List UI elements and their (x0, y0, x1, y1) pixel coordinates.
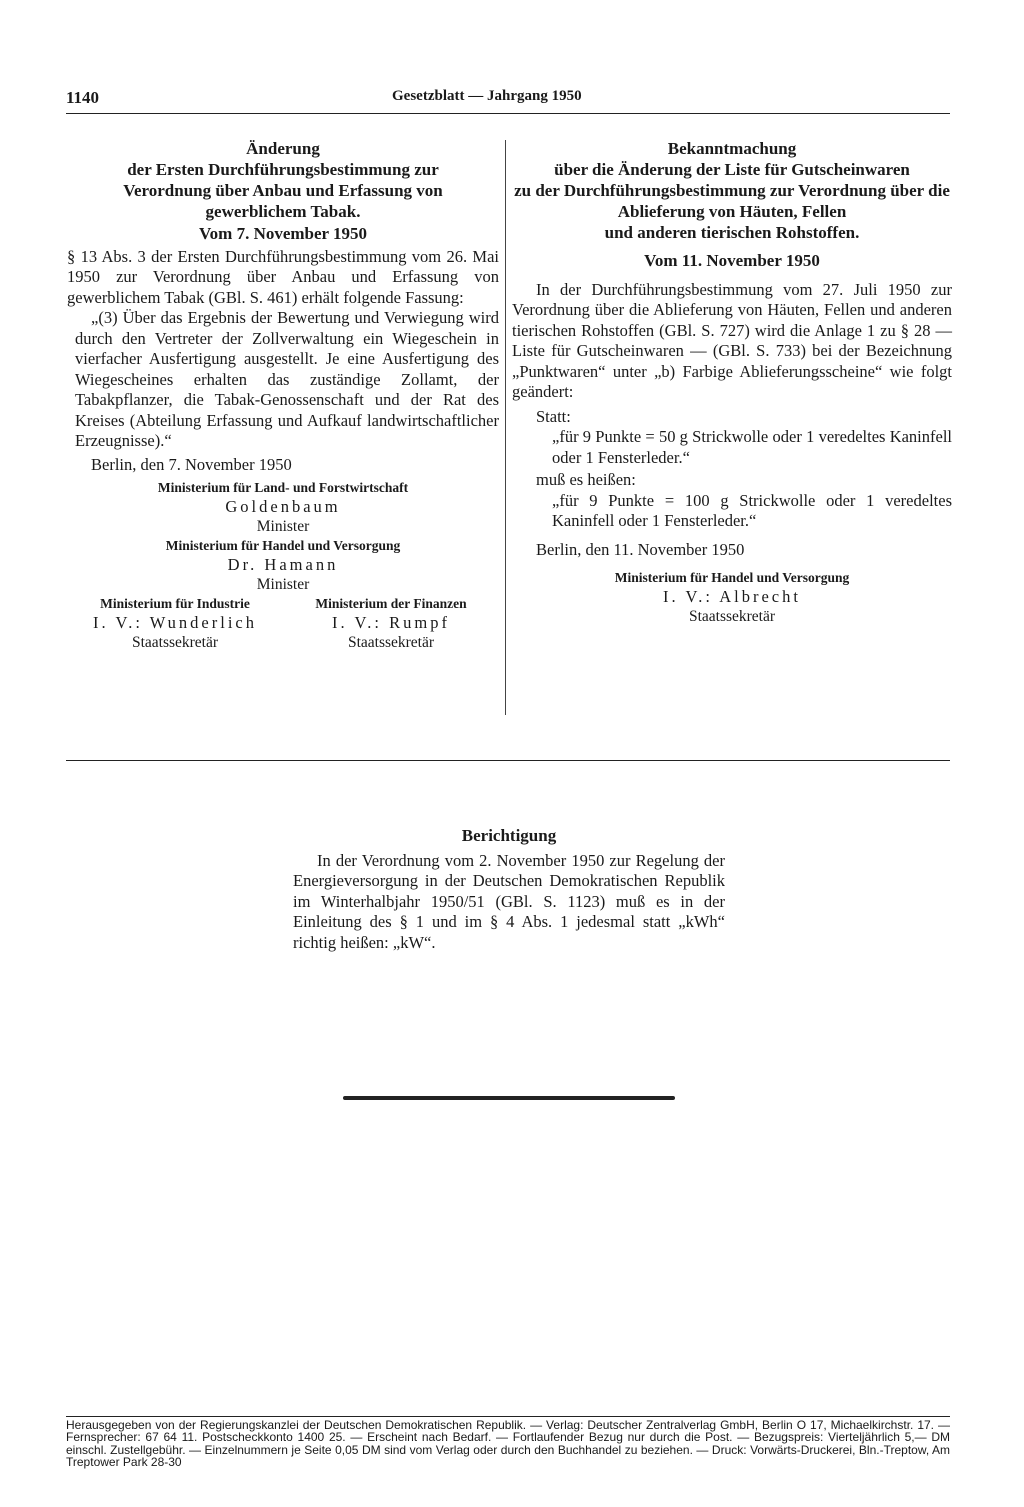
sig2-role: Minister (256, 576, 310, 593)
right-sig-ministry: Ministerium für Handel und Versorgung (614, 570, 850, 585)
correction-notice (293, 826, 725, 953)
left-quote: „(3) Über das Ergebnis der Bewertung und Verwiegung wird durch den Vertreter der Zollverwaltung ein Wiegeschein in vierfacher Ausfertigung ausgestellt. Je eine Ausfertigung des Wiegescheines erhalten das zuständige Zollamt, der Tabakpflanzer, die Tabak-Genossenschaft und der Rat des Kreises (Abteilung Erfassung und Aufkauf landwirtschaftlicher Erzeugnisse).“ (75, 308, 499, 450)
muss-text: „für 9 Punkte = 100 g Strickwolle oder 1 veredeltes Kaninfell oder 1 Fensterleder.“ (552, 490, 952, 530)
right-place-date: Berlin, den 11. November 1950 (536, 539, 745, 559)
left-intro: § 13 Abs. 3 der Ersten Durchführungsbestimmung vom 26. Mai 1950 zur Verordnung über Anbau und Erfassung von gewerblichem Tabak (GBl. S. 461) erhält folgende Fassung: (67, 246, 499, 307)
right-date: Vom 11. November 1950 (644, 251, 820, 270)
left-title-line: Verordnung über Anbau und Erfassung von (123, 181, 443, 200)
right-title-line: und anderen tierischen Rohstoffen. (604, 223, 860, 242)
sig3-ministry: Ministerium für Industrie (100, 596, 250, 611)
sig1-role: Minister (256, 518, 310, 535)
left-title (67, 138, 499, 222)
sig1-ministry: Ministerium für Land- und Forstwirtschaft (157, 480, 409, 495)
right-title-line: zu der Durchführungsbestimmung zur Verordnung über die Ablieferung von Häuten, Fellen (514, 181, 950, 221)
sig3-role: Staatssekretär (131, 634, 219, 651)
statt-text: „für 9 Punkte = 50 g Strickwolle oder 1 veredeltes Kaninfell oder 1 Fensterleder.“ (552, 427, 952, 467)
column-divider (505, 140, 506, 715)
sig4-block (283, 594, 499, 652)
page-number: 1140 (66, 88, 100, 107)
sig4-ministry: Ministerium der Finanzen (315, 596, 467, 611)
right-intro: In der Durchführungsbestimmung vom 27. Juli 1950 zur Verordnung über die Ablieferung von Häuten, Fellen und anderen tierischen Rohstoffen (GBl. S. 727) wird die Anlage 1 zu § 28 — Liste für Gutscheinwaren — (GBl. S. 733) bei der Bezeichnung „Punktwaren“ unter „b) Farbige Ablieferungsscheine“ wie folgt geändert: (512, 279, 952, 401)
right-title-line: über die Änderung der Liste für Gutscheinwaren (554, 160, 910, 179)
left-date: Vom 7. November 1950 (198, 224, 368, 243)
sig2-ministry: Ministerium für Handel und Versorgung (165, 538, 401, 553)
section-rule (66, 760, 950, 761)
statt-label: Statt: (536, 406, 571, 426)
sig2-name: Dr. Hamann (227, 555, 339, 574)
footer-rule (66, 1416, 950, 1417)
sig4-role: Staatssekretär (347, 634, 435, 651)
imprint: Herausgegeben von der Regierungskanzlei der Deutschen Demokratischen Republik. — Verlag: Deutscher Zentralverlag GmbH, Berlin O 17, Michaelkirchstr. 17. — Fernsprecher: 67 64 11. Postscheckkonto 1400 25. — Erscheint nach Bedarf. — Fortlaufender Bezug nur durch die Post. — Bezugspreis: Vierteljährlich 5,— DM einschl. Zustellgebühr. — Einzelnummern je Seite 0,05 DM sind vom Verlag oder durch den Buchhandel zu beziehen. — Druck: Vorwärts-Druckerei, Bln.-Treptow, Am Treptower Park 28-30 (66, 1418, 950, 1470)
sig3-block (67, 594, 283, 652)
header-rule (66, 113, 950, 114)
sig3-name: I. V.: Wunderlich (93, 613, 257, 632)
running-header: Gesetzblatt — Jahrgang 1950 (392, 88, 582, 104)
correction-text: In der Verordnung vom 2. November 1950 zur Regelung der Energieversorgung in der Deutschen Demokratischen Republik im Winterhalbjahr 1950/51 (GBl. S. 1123) muß es in der Einleitung des § 1 und im § 4 Abs. 1 jedesmal statt „kWh“ richtig heißen: „kW“. (293, 850, 725, 952)
sig-pair (67, 594, 499, 652)
right-sig-role: Staatssekretär (688, 608, 776, 625)
left-column (67, 138, 499, 652)
right-title-line: Bekanntmachung (667, 139, 797, 158)
sig1-name: Goldenbaum (225, 497, 341, 516)
correction-title: Berichtigung (461, 826, 557, 845)
left-title-line: gewerblichem Tabak. (205, 202, 361, 221)
end-rule (343, 1096, 675, 1100)
sig4-name: I. V.: Rumpf (332, 613, 450, 632)
left-title-line: Änderung (246, 139, 320, 158)
left-title-line: der Ersten Durchführungsbestimmung zur (127, 160, 439, 179)
right-title (512, 138, 952, 243)
muss-label: muß es heißen: (536, 470, 636, 489)
left-place-date: Berlin, den 7. November 1950 (91, 454, 292, 474)
right-column (512, 138, 952, 626)
right-sig-name: I. V.: Albrecht (663, 587, 801, 606)
